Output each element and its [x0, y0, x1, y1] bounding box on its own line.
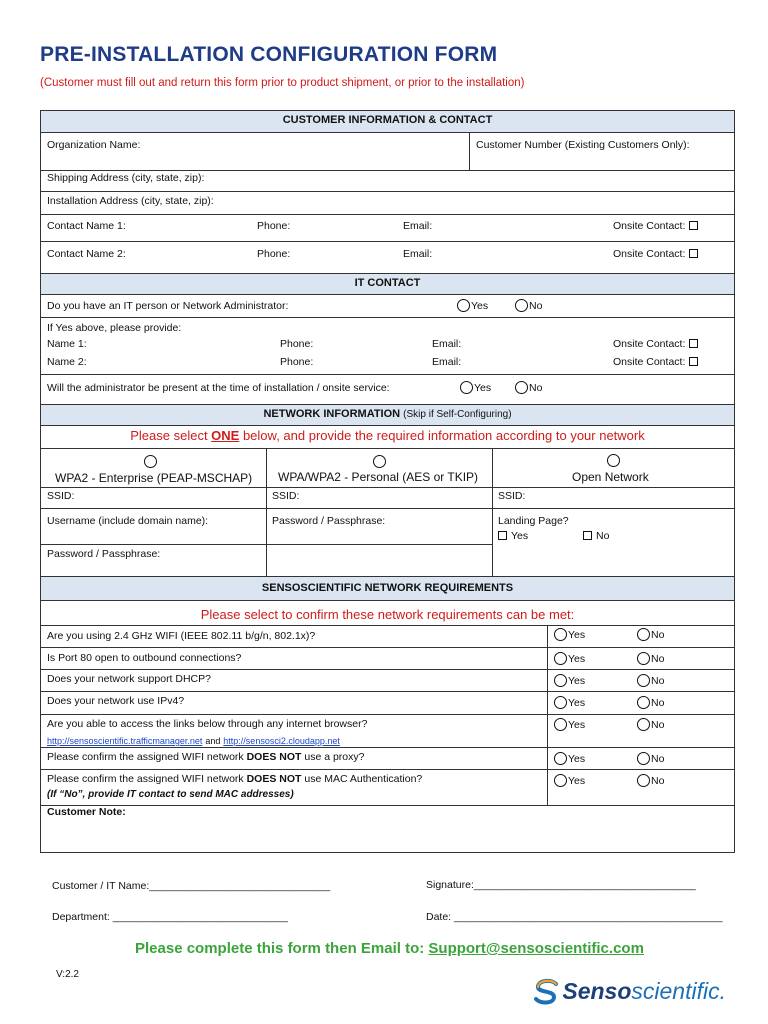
it-present-no-radio[interactable]: No [515, 381, 542, 394]
version-label: V:2.2 [56, 969, 79, 980]
customer-section-header: CUSTOMER INFORMATION & CONTACT [41, 111, 734, 133]
req-q4-yes-radio[interactable]: Yes [554, 696, 585, 709]
username-field[interactable]: Username (include domain name): [47, 515, 209, 527]
network-select-instruction: Please select ONE below, and provide the required information according to your network [130, 428, 645, 443]
contact-2-phone-field[interactable]: Phone: [257, 248, 291, 260]
it-name-1-email-field[interactable]: Email: [432, 338, 462, 350]
contact-name-2-field[interactable]: Contact Name 2: [47, 248, 126, 260]
contact-2-email-field[interactable]: Email: [403, 248, 433, 260]
it-name-1-field[interactable]: Name 1: [47, 338, 87, 350]
shipping-address-field[interactable]: Shipping Address (city, state, zip): [47, 172, 205, 184]
req-q7-question: Please confirm the assigned WIFI network DOES NOT use MAC Authentication? [47, 773, 423, 785]
req-q2-question: Is Port 80 open to outbound connections? [47, 652, 242, 664]
customer-note-field[interactable]: Customer Note: [47, 806, 126, 818]
req-q3-yes-radio[interactable]: Yes [554, 674, 585, 687]
it-present-question: Will the administrator be present at the time of installation / onsite service: [47, 382, 390, 394]
contact-1-email-field[interactable]: Email: [403, 220, 433, 232]
contact-1-onsite-checkbox[interactable]: Onsite Contact: [613, 220, 698, 232]
req-q2-yes-radio[interactable]: Yes [554, 652, 585, 665]
req-q1-no-radio[interactable]: No [637, 628, 664, 641]
wpa2-enterprise-radio[interactable] [144, 455, 157, 468]
cloudapp-link[interactable]: http://sensosci2.cloudapp.net [223, 736, 340, 746]
page-subtitle: (Customer must fill out and return this form prior to product shipment, or prior to the installation) [40, 77, 525, 89]
page-title: PRE-INSTALLATION CONFIGURATION FORM [40, 43, 498, 66]
support-email-link[interactable]: Support@sensoscientific.com [428, 940, 644, 957]
req-q4-question: Does your network use IPv4? [47, 695, 185, 707]
req-q3-question: Does your network support DHCP? [47, 673, 211, 685]
ssid-enterprise-field[interactable]: SSID: [47, 490, 75, 502]
req-q1-question: Are you using 2.4 GHz WIFI (IEEE 802.11 b/g/n, 802.1x)? [47, 630, 316, 642]
it-present-yes-radio[interactable]: Yes [460, 381, 491, 394]
req-q5-yes-radio[interactable]: Yes [554, 718, 585, 731]
customer-it-name-line[interactable]: Customer / IT Name:_______________________________ [52, 880, 331, 892]
it-section-header: IT CONTACT [41, 273, 734, 295]
contact-2-onsite-checkbox[interactable]: Onsite Contact: [613, 248, 698, 260]
signature-line[interactable]: Signature:______________________________________ [426, 879, 696, 891]
req-q7-yes-radio[interactable]: Yes [554, 774, 585, 787]
it-name-2-email-field[interactable]: Email: [432, 356, 462, 368]
customer-number-field[interactable]: Customer Number (Existing Customers Only): [476, 139, 690, 151]
requirements-section-header: SENSOSCIENTIFIC NETWORK REQUIREMENTS [41, 576, 734, 601]
logo-s-icon [532, 978, 562, 1006]
it-name-2-phone-field[interactable]: Phone: [280, 356, 314, 368]
form-table [40, 110, 735, 853]
req-q2-no-radio[interactable]: No [637, 652, 664, 665]
wpa-personal-radio[interactable] [373, 455, 386, 468]
req-q5-question: Are you able to access the links below through any internet browser? [47, 718, 368, 730]
contact-name-1-field[interactable]: Contact Name 1: [47, 220, 126, 232]
landing-page-yes-checkbox[interactable]: Yes [498, 530, 528, 542]
req-q6-question: Please confirm the assigned WIFI network DOES NOT use a proxy? [47, 751, 365, 763]
it-admin-question: Do you have an IT person or Network Administrator: [47, 300, 289, 312]
email-instruction: Please complete this form then Email to: Support@sensoscientific.com [135, 940, 644, 957]
landing-page-no-checkbox[interactable]: No [583, 530, 609, 542]
it-name-1-onsite-checkbox[interactable]: Onsite Contact: [613, 338, 698, 350]
req-q6-no-radio[interactable]: No [637, 752, 664, 765]
it-admin-yes-radio[interactable]: Yes [457, 299, 488, 312]
contact-1-phone-field[interactable]: Phone: [257, 220, 291, 232]
req-q6-yes-radio[interactable]: Yes [554, 752, 585, 765]
open-network-radio[interactable] [607, 454, 620, 467]
open-network-label: Open Network [572, 470, 649, 484]
enterprise-password-field[interactable]: Password / Passphrase: [47, 548, 161, 560]
req-q5-links: http://sensoscientific.trafficmanager.net and http://sensosci2.cloudapp.net [47, 736, 340, 746]
req-q4-no-radio[interactable]: No [637, 696, 664, 709]
sensoscientific-logo: Sensoscientific. [532, 978, 726, 1006]
it-name-2-onsite-checkbox[interactable]: Onsite Contact: [613, 356, 698, 368]
installation-address-field[interactable]: Installation Address (city, state, zip): [47, 195, 214, 207]
if-yes-label: If Yes above, please provide: [47, 322, 182, 334]
req-q1-yes-radio[interactable]: Yes [554, 628, 585, 641]
req-q3-no-radio[interactable]: No [637, 674, 664, 687]
personal-password-field[interactable]: Password / Passphrase: [272, 515, 386, 527]
network-section-header: NETWORK INFORMATION (Skip if Self-Configuring) [41, 404, 734, 426]
req-q7-no-radio[interactable]: No [637, 774, 664, 787]
landing-page-label: Landing Page? [498, 515, 569, 527]
date-line[interactable]: Date: ______________________________________________ [426, 911, 723, 923]
department-line[interactable]: Department: ______________________________ [52, 911, 288, 923]
it-name-1-phone-field[interactable]: Phone: [280, 338, 314, 350]
ssid-open-field[interactable]: SSID: [498, 490, 526, 502]
req-q5-no-radio[interactable]: No [637, 718, 664, 731]
trafficmanager-link[interactable]: http://sensoscientific.trafficmanager.net [47, 736, 203, 746]
wpa-personal-label: WPA/WPA2 - Personal (AES or TKIP) [278, 470, 479, 484]
it-name-2-field[interactable]: Name 2: [47, 356, 87, 368]
wpa2-enterprise-label: WPA2 - Enterprise (PEAP-MSCHAP) [55, 471, 253, 485]
req-q7-note: (If “No”, provide IT contact to send MAC addresses) [47, 789, 294, 800]
org-name-field[interactable]: Organization Name: [47, 139, 141, 151]
requirements-prompt: Please select to confirm these network requirements can be met: [200, 607, 575, 622]
ssid-personal-field[interactable]: SSID: [272, 490, 300, 502]
it-admin-no-radio[interactable]: No [515, 299, 542, 312]
